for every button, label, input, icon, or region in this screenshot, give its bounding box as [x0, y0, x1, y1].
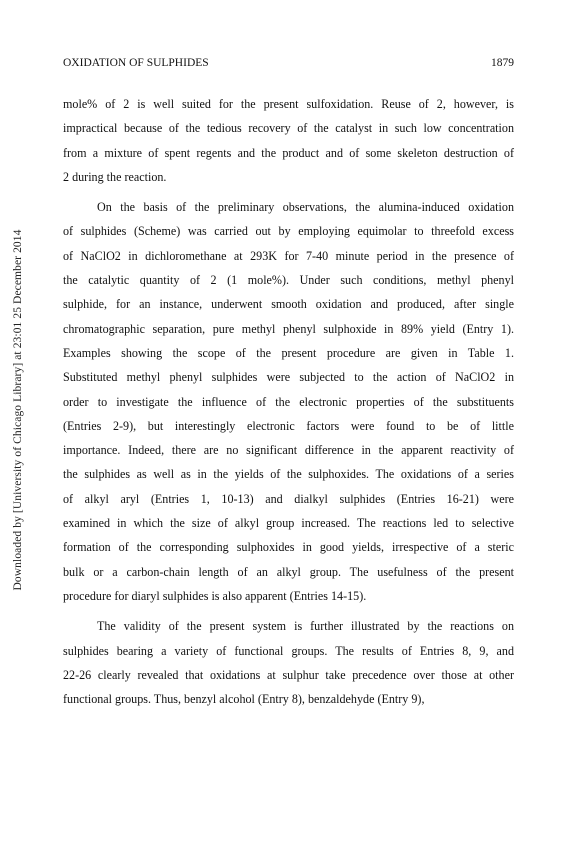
running-title: OXIDATION OF SULPHIDES: [63, 57, 209, 69]
text-line: Substituted methyl phenyl sulphides were subjected to the action of NaClO2 in: [63, 370, 514, 385]
text-line: sulphides bearing a variety of functional groups. The results of Entries 8, 9, and: [63, 643, 514, 658]
text-line: impractical because of the tedious recovery of the catalyst in such low concentration: [63, 121, 514, 136]
text-line: the catalytic quantity of 2 (1 mole%). Under such conditions, methyl phenyl: [63, 273, 514, 288]
running-header: [63, 57, 514, 73]
text-line: mole% of 2 is well suited for the present sulfoxidation. Reuse of 2, however, is: [63, 97, 514, 111]
page-number: 1879: [491, 57, 514, 69]
body-text: [63, 92, 514, 711]
text-line: of alkyl aryl (Entries 1, 10-13) and dialkyl sulphides (Entries 16-21) were: [63, 491, 514, 506]
text-line: functional groups. Thus, benzyl alcohol (Entry 8), benzaldehyde (Entry 9),: [63, 692, 425, 707]
text-line: Examples showing the scope of the present procedure are given in Table 1.: [63, 345, 514, 360]
paragraph-p2: [63, 195, 514, 608]
text-line: of sulphides (Scheme) was carried out by employing equimolar to threefold excess: [63, 224, 514, 239]
text-line: (Entries 2-9), but interestingly electronic factors were found to be of little: [63, 418, 514, 433]
text-line: The validity of the present system is further illustrated by the reactions on: [97, 619, 514, 634]
text-line: of NaClO2 in dichloromethane at 293K for 7-40 minute period in the presence of: [63, 248, 514, 263]
text-line: from a mixture of spent regents and the product and of some skeleton destruction of: [63, 145, 514, 160]
paragraph-p1: [63, 92, 514, 189]
text-line: order to investigate the influence of the electronic properties of the substituents: [63, 394, 514, 409]
download-watermark: [12, 150, 26, 670]
download-note: Downloaded by [University of Chicago Library] at 23:01 25 December 2014: [12, 229, 24, 591]
text-line: importance. Indeed, there are no significant difference in the apparent reactivity of: [63, 443, 514, 458]
text-line: sulphide, for an instance, underwent smooth oxidation and produced, after single: [63, 297, 514, 312]
text-line: On the basis of the preliminary observations, the alumina-induced oxidation: [97, 200, 514, 215]
text-line: examined in which the size of alkyl group increased. The reactions led to selective: [63, 516, 514, 531]
text-line: the sulphides as well as in the yields of the sulphoxides. The oxidations of a series: [63, 467, 514, 482]
text-line: formation of the corresponding sulphoxides in good yields, irrespective of a steric: [63, 540, 514, 555]
paragraph-p3: [63, 614, 514, 711]
text-line: procedure for diaryl sulphides is also apparent (Entries 14-15).: [63, 588, 367, 603]
text-line: 2 during the reaction.: [63, 169, 167, 184]
text-line: bulk or a carbon-chain length of an alkyl group. The usefulness of the present: [63, 564, 514, 579]
text-line: 22-26 clearly revealed that oxidations at sulphur take precedence over those at other: [63, 667, 514, 682]
text-line: chromatographic separation, pure methyl phenyl sulphoxide in 89% yield (Entry 1).: [63, 321, 514, 336]
